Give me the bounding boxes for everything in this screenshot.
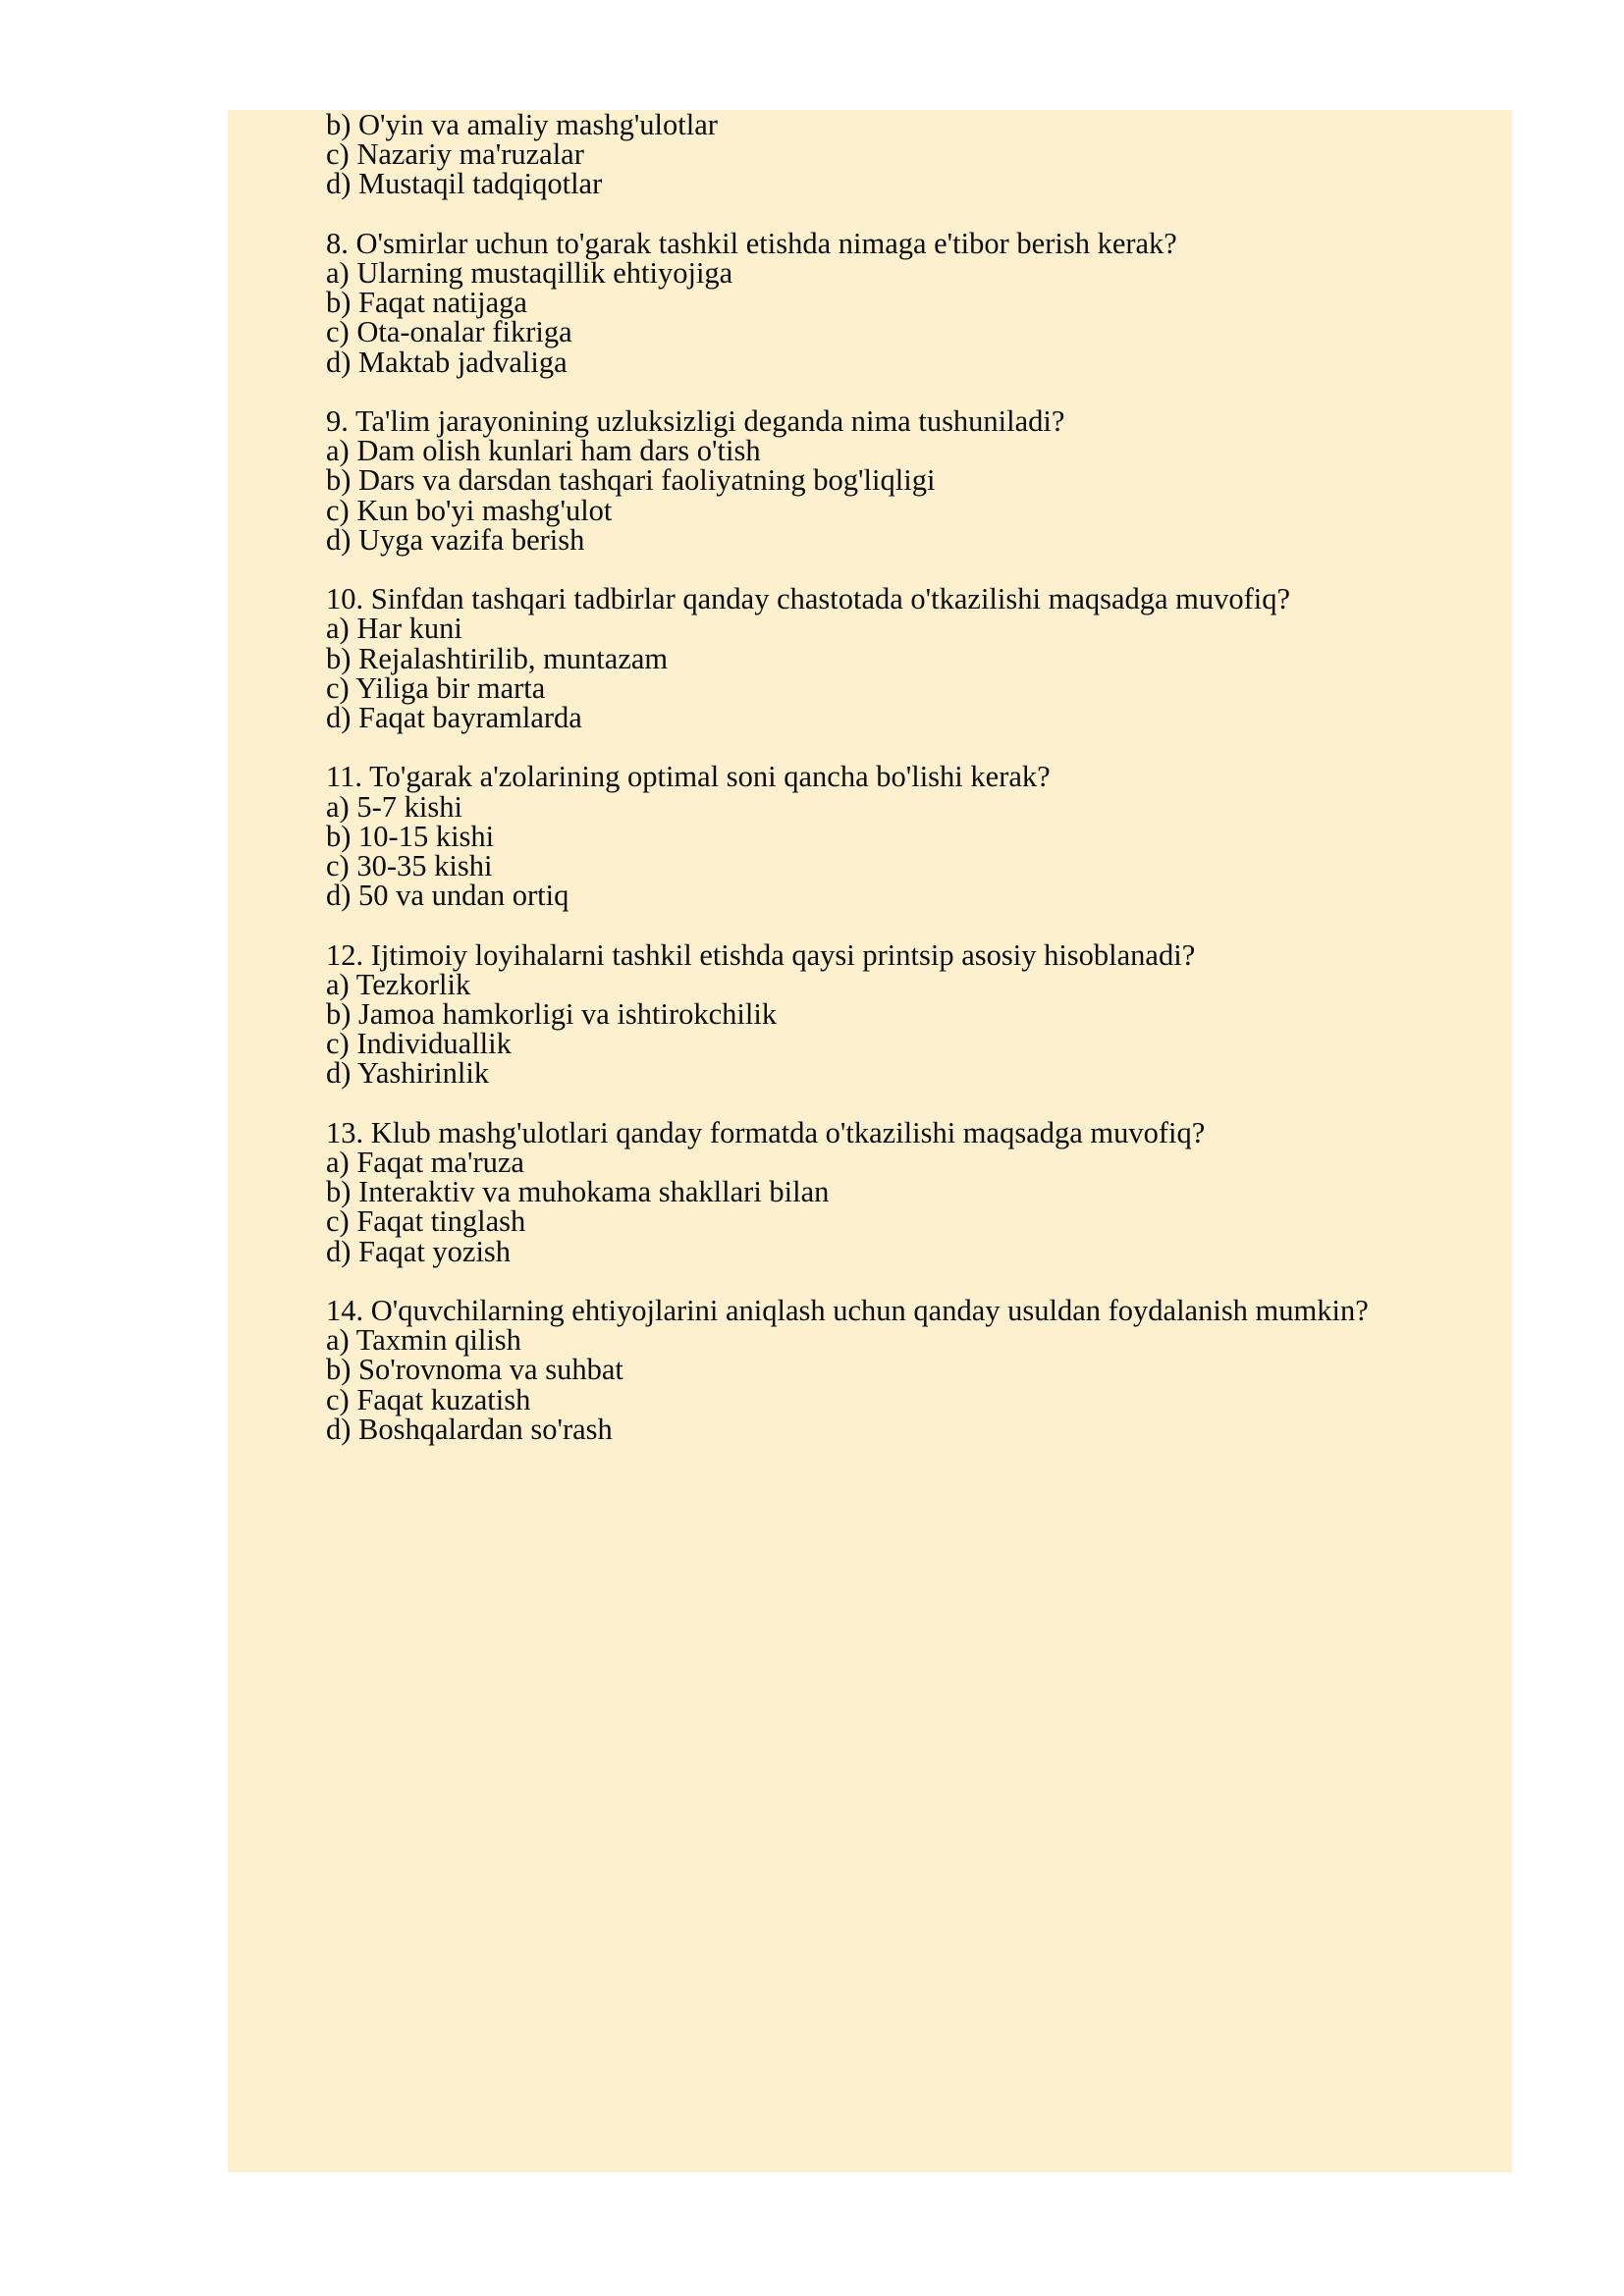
question-options	[228, 1148, 1512, 1266]
paragraph-spacer	[228, 910, 1512, 939]
list-item[interactable]: c) Yiliga bir marta	[326, 670, 546, 705]
paragraph-spacer	[228, 199, 1512, 229]
list-item[interactable]: b) 10-15 kishi	[326, 819, 495, 853]
list-item[interactable]: d) Maktab jadvaliga	[326, 345, 568, 379]
list-item[interactable]: b) Dars va darsdan tashqari faoliyatning bog'liqligi	[326, 463, 936, 498]
list-item[interactable]: d) 50 va undan ortiq	[326, 879, 569, 913]
list-item[interactable]: b) Interaktiv va muhokama shakllari bilan	[326, 1175, 830, 1209]
question-block-14	[228, 1296, 1512, 1444]
question-stem: 14. O'quvchilarning ehtiyojlarini aniqlash uchun qanday usuldan foydalanish mumkin?	[326, 1294, 1369, 1328]
list-item[interactable]: d) Yashirinlik	[326, 1056, 490, 1091]
list-item[interactable]: a) 5-7 kishi	[326, 789, 462, 824]
list-item[interactable]: b) Rejalashtirilib, muntazam	[326, 641, 669, 675]
list-item[interactable]: c) 30-35 kishi	[326, 849, 493, 883]
question-options	[228, 789, 1512, 913]
list-item[interactable]: c) Ota-onalar fikriga	[326, 315, 572, 349]
list-item[interactable]: a) Taxmin qilish	[326, 1323, 521, 1358]
list-item[interactable]: a) Dam olish kunlari ham dars o'tish	[326, 434, 761, 468]
question-stem: 9. Ta'lim jarayonining uzluksizligi deganda nima tushuniladi?	[326, 404, 1065, 438]
list-item: c) Nazariy ma'ruzalar	[326, 137, 584, 172]
list-item[interactable]: d) Uyga vazifa berish	[326, 522, 585, 557]
list-item[interactable]: c) Individuallik	[326, 1027, 512, 1061]
question-options	[228, 1325, 1512, 1444]
list-item[interactable]: a) Ularning mustaqillik ehtiyojiga	[326, 256, 733, 290]
question-options	[228, 258, 1512, 377]
question-block-13	[228, 1115, 1512, 1268]
question-block-9	[228, 406, 1512, 555]
question-stem: 10. Sinfdan tashqari tadbirlar qanday chastotada o'tkazilishi maqsadga muvofiq?	[326, 582, 1291, 616]
question-stem: 8. O'smirlar uchun to'garak tashkil etishda nimaga e'tibor berish kerak?	[326, 226, 1177, 260]
list-item[interactable]: b) Faqat natijaga	[326, 286, 527, 320]
list-item[interactable]: d) Faqat yozish	[326, 1234, 512, 1268]
list-item: d) Mustaqil tadqiqotlar	[326, 167, 603, 201]
paragraph-spacer	[228, 732, 1512, 762]
document-body	[228, 110, 1512, 1444]
list-item: b) O'yin va amaliy mashg'ulotlar	[326, 108, 718, 141]
continued-options-group	[228, 110, 1512, 199]
list-item[interactable]: c) Kun bo'yi mashg'ulot	[326, 493, 613, 527]
list-item[interactable]: b) Jamoa hamkorligi va ishtirokchilik	[326, 997, 778, 1032]
question-options	[228, 967, 1512, 1091]
question-block-11	[228, 760, 1512, 913]
question-block-12	[228, 937, 1512, 1091]
list-item[interactable]: a) Faqat ma'ruza	[326, 1146, 524, 1180]
question-stem: 13. Klub mashg'ulotlari qanday formatda o'tkazilishi maqsadga muvofiq?	[326, 1115, 1206, 1149]
list-item[interactable]: a) Har kuni	[326, 612, 462, 646]
highlighted-text-region	[228, 110, 1512, 2172]
list-item[interactable]: b) So'rovnoma va suhbat	[326, 1353, 623, 1387]
question-stem: 12. Ijtimoiy loyihalarni tashkil etishda qaysi printsip asosiy hisoblanadi?	[326, 937, 1196, 972]
question-options	[228, 436, 1512, 555]
paragraph-spacer	[228, 1266, 1512, 1296]
question-options	[228, 612, 1512, 735]
list-item[interactable]: d) Boshqalardan so'rash	[326, 1412, 613, 1446]
list-item[interactable]: c) Faqat tinglash	[326, 1204, 526, 1239]
list-item[interactable]: c) Faqat kuzatish	[326, 1382, 531, 1416]
paragraph-spacer	[228, 377, 1512, 406]
list-item[interactable]: d) Faqat bayramlarda	[326, 701, 582, 735]
list-item[interactable]: a) Tezkorlik	[326, 967, 471, 1001]
question-block-10	[228, 582, 1512, 735]
question-stem: 11. To'garak a'zolarining optimal soni qancha bo'lishi kerak?	[326, 760, 1051, 794]
paragraph-spacer	[228, 1089, 1512, 1118]
question-block-8	[228, 226, 1512, 379]
paragraph-spacer	[228, 555, 1512, 584]
